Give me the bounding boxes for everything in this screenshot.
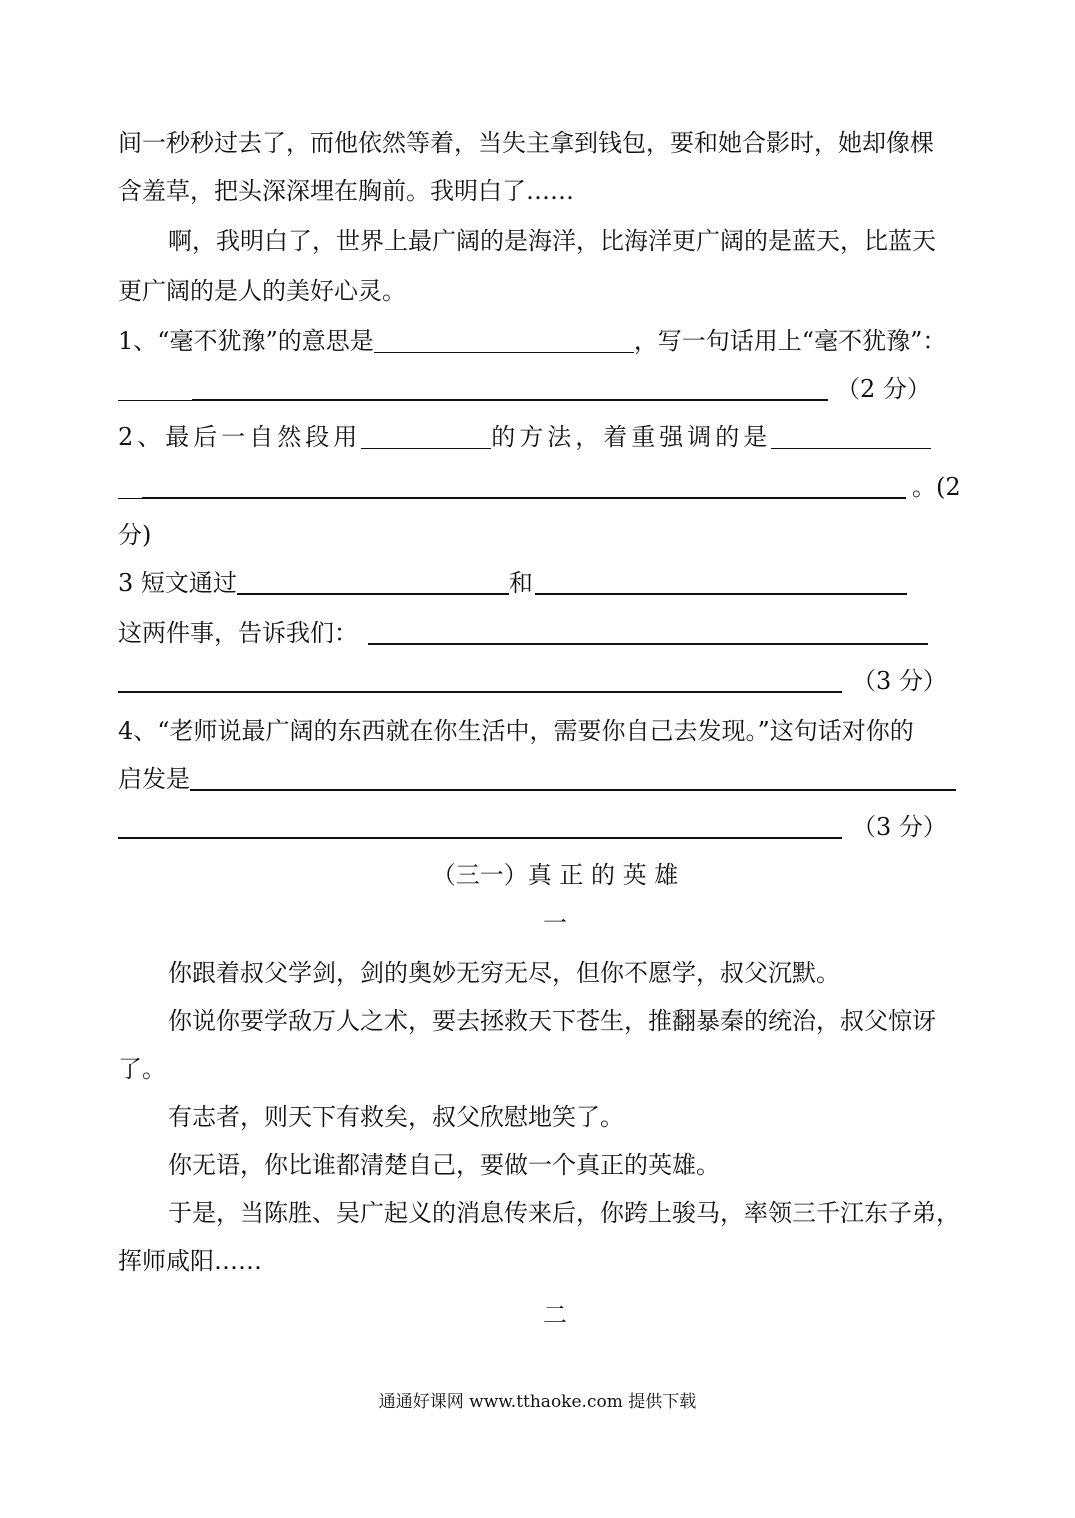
- page-footer: 通通好课网 www.tthaoke.com 提供下载: [378, 1392, 697, 1412]
- question-3-text-c: 这两件事，告诉我们：: [118, 619, 358, 647]
- question-3-text: 3 短文通过: [118, 569, 237, 597]
- answer-line[interactable]: [118, 811, 842, 839]
- passage-line: 啊，我明白了，世界上最广阔的是海洋，比海洋更广阔的是蓝天，比蓝天: [168, 227, 936, 255]
- question-4-line-2: [118, 762, 958, 796]
- answer-line[interactable]: [535, 567, 907, 595]
- question-2-text: 2、最后一自然段用: [118, 423, 362, 451]
- answer-line[interactable]: [190, 763, 956, 791]
- section-title: （三一）真 正 的 英 雄: [431, 861, 679, 889]
- question-1-text: 1、“毫不犹豫”的意思是: [118, 327, 374, 355]
- question-4-answer-line: [118, 810, 958, 844]
- passage-line: 含羞草，把头深深埋在胸前。我明白了……: [118, 177, 574, 205]
- answer-blank[interactable]: [771, 422, 931, 449]
- answer-line[interactable]: [142, 471, 906, 499]
- score-label: 分): [118, 521, 152, 549]
- paragraph: 你跟着叔父学剑，剑的奥妙无穷无尽，但你不愿学，叔父沉默。: [168, 959, 840, 987]
- question-1-text-b: ，写一句话用上“毫不犹豫”：: [633, 327, 947, 355]
- question-3-answer-line: [118, 664, 958, 698]
- answer-line[interactable]: [237, 567, 509, 595]
- part-number: 一: [543, 909, 567, 937]
- paragraph: 你无语，你比谁都清楚自己，要做一个真正的英雄。: [168, 1151, 720, 1179]
- passage-line: 更广阔的是人的美好心灵。: [118, 277, 406, 305]
- question-1: [118, 324, 958, 358]
- paragraph: 了。: [118, 1055, 166, 1083]
- answer-blank[interactable]: [118, 472, 142, 499]
- answer-blank[interactable]: [361, 422, 491, 449]
- question-2-text-b: 的方法，着重强调的是: [491, 423, 772, 451]
- answer-line[interactable]: [118, 665, 842, 693]
- question-1-answer-line: [118, 372, 958, 406]
- score-label: （3 分）: [852, 667, 947, 695]
- question-3-line-2: [118, 616, 958, 650]
- question-4: 4、“老师说最广阔的东西就在你生活中，需要你自己去发现。”这句话对你的: [118, 717, 914, 745]
- question-3: [118, 566, 958, 600]
- question-2: [118, 420, 958, 454]
- score-label: （3 分）: [852, 813, 947, 841]
- answer-line[interactable]: [192, 373, 828, 401]
- paragraph: 你说你要学敌万人之术，要去拯救天下苍生，推翻暴秦的统治，叔父惊讶: [168, 1007, 936, 1035]
- question-3-text-b: 和: [508, 569, 533, 597]
- answer-line[interactable]: [368, 617, 928, 645]
- answer-blank[interactable]: [118, 374, 192, 401]
- score-label: 。(2: [912, 473, 961, 501]
- part-number: 二: [543, 1301, 567, 1329]
- passage-line: 间一秒秒过去了，而他依然等着，当失主拿到钱包，要和她合影时，她却像棵: [118, 129, 934, 157]
- paragraph: 于是，当陈胜、吴广起义的消息传来后，你跨上骏马，率领三千江东子弟，: [168, 1199, 960, 1227]
- paragraph: 挥师咸阳……: [118, 1247, 262, 1275]
- question-2-answer-line: [118, 470, 961, 504]
- answer-blank[interactable]: [374, 326, 634, 353]
- question-4-text-b: 启发是: [118, 765, 190, 793]
- score-label: （2 分）: [836, 375, 931, 403]
- paragraph: 有志者，则天下有救矣，叔父欣慰地笑了。: [168, 1103, 624, 1131]
